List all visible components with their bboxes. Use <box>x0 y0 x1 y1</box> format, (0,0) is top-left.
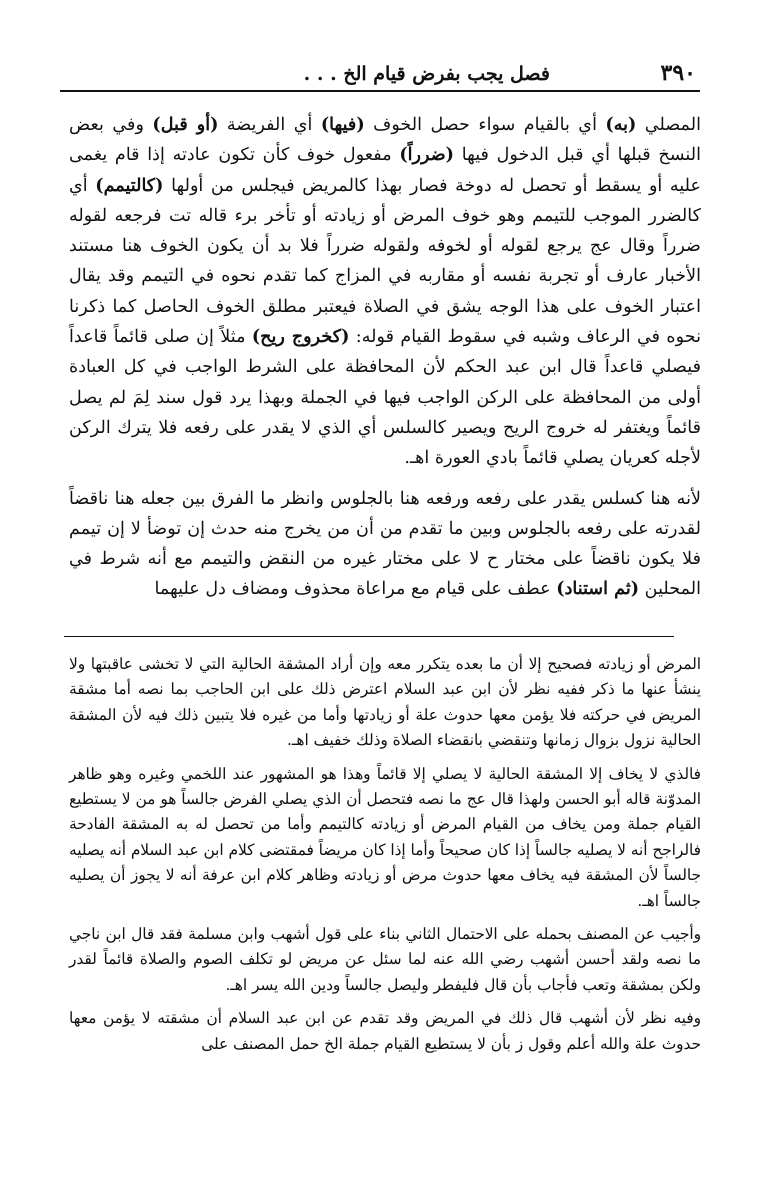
text-run: مفعول خوف كأن تكون عادته إذا قام يغمى عليه أو يسقط أو تحصل له دوخة فصار بهذا كالمريض فيجلس من أولها <box>69 145 701 196</box>
bold-matn-term: (كخروج ريح) <box>251 326 350 348</box>
text-run: مثلاً إن صلى قائماً قاعداً فيصلي قاعداً قال ابن عبد الحكم لأن المحافظة على الشرط الواجب في كل العبادة أولى من المحافظة على الركن الواجب فيها في الجملة وبهذا يرد قول سند لِمَ لم يصل قائماً ويغتفر له خروج الريح ويصير كالسلس أي الذي لا يقدر على رفعه فلا يترك الركن لأجله كعريان يصلي قائماً بادي العورة اهـ. <box>69 327 701 469</box>
main-paragraph-2 <box>69 484 701 605</box>
text-run: المصلي <box>636 115 701 135</box>
bold-matn-term: (به) <box>605 114 637 135</box>
page-number: ٣٩٠ <box>660 60 696 86</box>
footnote-divider <box>64 636 674 637</box>
text-run: وفي بعض النسخ قبلها أي قبل الدخول فيها <box>69 115 701 166</box>
running-title: فصل يجب بفرض قيام الخ . . . <box>303 63 550 85</box>
bold-matn-term: (ضرراً) <box>399 144 455 166</box>
bold-matn-term: (فيها) <box>320 114 365 135</box>
text-run: لأنه هنا كسلس يقدر على رفعه ورفعه هنا بالجلوس وانظر ما الفرق بين جعله هنا ناقضاً لقدرته على رفعه بالجلوس وبين ما تقدم من أن من يخرج منه حدث إن توضأ لا إن تيمم فلا يكون ناقضاً على مختار ح لا على مختار غيره من النقض والتيمم مع أنه شرط في المحلين <box>69 488 701 600</box>
footnote-paragraph-3: وأجيب عن المصنف بحمله على الاحتمال الثاني بناء على قول أشهب وابن مسلمة فقد قال ابن ناجي ما نصه ولقد أحسن أشهب رضي الله عنه لما سئل عن مريض لو تكلف الصوم والصلاة قائماً لقدر ولكن بمشقة وتعب فأجاب بأن قال فليفطر وليصل جالساً ودين الله يسر اهـ. <box>69 925 701 994</box>
text-run: أي الفريضة <box>218 115 321 135</box>
main-text <box>69 110 701 605</box>
footnotes <box>69 652 701 1065</box>
page-header <box>60 60 700 92</box>
bold-matn-term: (أو قبل) <box>152 114 219 135</box>
text-run: أي كالضرر الموجب للتيمم وهو خوف المرض أو زيادته أو تأخر برء قاله تت فرجعه لقوله ضرراً وقال عج يرجع لقوله أو لخوفه ولقوله ضرراً فلا بد أن يكون الخوف هنا مستند الأخبار عارف أو تجربة نفسه أو مقاربه في المزاج كما تقدم نحوه في التيمم وقد يقال اعتبار الخوف على هذا الوجه يشق في الصلاة فيعتبر مطلق الخوف الحاصل كما ذكرنا نحوه في الرعاف وشبه في سقوط القيام قوله: <box>69 175 701 348</box>
main-paragraph-1 <box>69 110 701 474</box>
text-run: أي بالقيام سواء حصل الخوف <box>364 115 606 135</box>
footnote-paragraph-2: فالذي لا يخاف إلا المشقة الحالية لا يصلي إلا قائماً وهذا هو المشهور عند اللخمي وغيره وهو ظاهر المدوّنة قاله أبو الحسن ولهذا قال عج ما نصه فتحصل أن الذي يصلي الفرض جالساً هو من لا يستطيع القيام جملة ومن يخاف من القيام المرض أو زيادته كالتيمم وأما من تحصل له به المشقة الفادحة فالراجح أنه لا يصليه جالساً إذا كان صحيحاً وأما إذا كان مريضاً فمقتضى كلام ابن عبد السلام أنه يصليه جالساً لأن المشقة فيه يخاف معها حدوث مرض أو زيادته وظاهر كلام ابن عرفة أنه لا يجوز أن يصليه جالساً اهـ. <box>69 764 701 910</box>
footnote-paragraph-1: المرض أو زيادته فصحيح إلا أن ما بعده يتكرر معه وإن أراد المشقة الحالية التي لا تخشى عاقبتها ولا ينشأ عنها ما ذكر ففيه نظر لأن ابن عبد السلام اعترض ذلك على ابن الحاجب بما نصه أما مشقة المريض في حركته فلا يؤمن معها حدوث علة أو زيادتها وأما من غيره فلا يتبين ذلك فيه لأن المشقة الحالية نزول بزوال زمانها وتنقضي بانقضاء الصلاة وذلك خفيف اهـ. <box>69 655 701 750</box>
bold-matn-term: (ثم استناد) <box>556 578 640 600</box>
text-run: عطف على قيام مع مراعاة محذوف ومضاف دل عليهما <box>154 579 557 600</box>
footnote-paragraph-4: وفيه نظر لأن أشهب قال ذلك في المريض وقد تقدم عن ابن عبد السلام أن مشقته لا يؤمن معها حدوث علة والله أعلم وقول ز بأن لا يستطيع القيام جملة الخ حمل المصنف على <box>69 1009 701 1053</box>
bold-matn-term: (كالتيمم) <box>95 174 164 196</box>
